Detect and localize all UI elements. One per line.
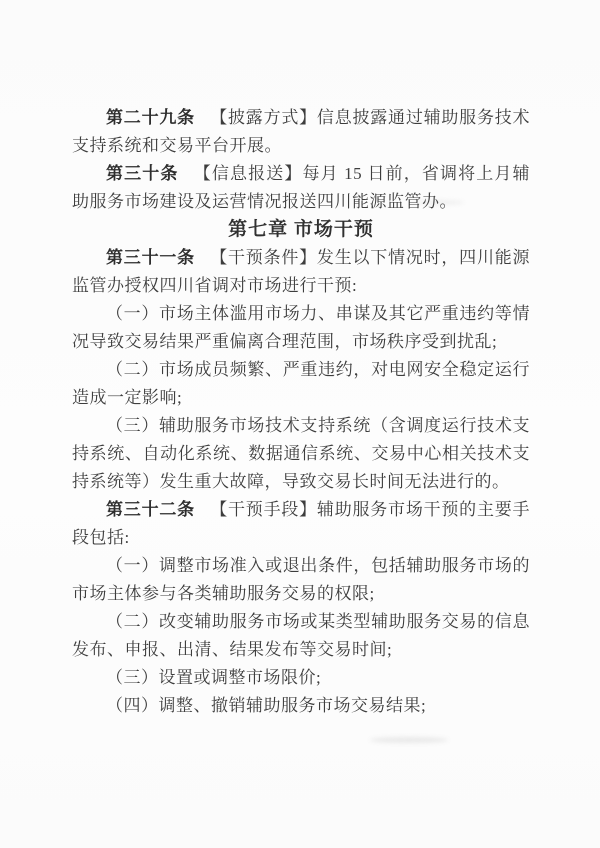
article-number: 第三十二条 bbox=[106, 500, 195, 519]
chapter-heading: 第七章 市场干预 bbox=[228, 219, 374, 240]
item-paragraph: （二）改变辅助服务市场或某类型辅助服务交易的信息发布、申报、出清、结果发布等交易时间; bbox=[72, 612, 530, 659]
article-tag: 【干预条件】 bbox=[210, 248, 317, 267]
document-body bbox=[72, 104, 530, 720]
article-number: 第二十九条 bbox=[106, 108, 195, 127]
article-number: 第三十条 bbox=[106, 164, 179, 183]
article-paragraph bbox=[72, 160, 530, 216]
article-tag: 【干预手段】 bbox=[210, 500, 317, 519]
item-paragraph: （三）设置或调整市场限价; bbox=[106, 668, 322, 687]
article-text: 信息披露通过辅助服务技术支持系统和交易平台开展。 bbox=[72, 108, 531, 155]
item-paragraph: （一）市场主体滥用市场力、串谋及其它严重违约等情况导致交易结果严重偏离合理范围，市场秩序受到扰乱; bbox=[72, 304, 530, 351]
article-tag: 【信息报送】 bbox=[193, 164, 303, 183]
item-paragraph: （一）调整市场准入或退出条件，包括辅助服务市场的市场主体参与各类辅助服务交易的权限; bbox=[72, 556, 530, 603]
item-paragraph: （二）市场成员频繁、严重违约，对电网安全稳定运行造成一定影响; bbox=[72, 360, 530, 407]
article-paragraph bbox=[72, 104, 530, 160]
article-paragraph bbox=[72, 496, 530, 552]
article-text: 发生以下情况时，四川能源监管办授权四川省调对市场进行干预: bbox=[72, 248, 531, 295]
article-paragraph bbox=[72, 244, 530, 300]
article-tag: 【披露方式】 bbox=[210, 108, 317, 127]
article-text: 每月 15 日前，省调将上月辅助服务市场建设及运营情况报送四川能源监管办。 bbox=[72, 164, 531, 211]
item-paragraph: （四）调整、撤销辅助服务市场交易结果; bbox=[106, 696, 427, 715]
item-paragraph: （三）辅助服务市场技术支持系统（含调度运行技术支持系统、自动化系统、数据通信系统、交易中心相关技术支持系统等）发生重大故障，导致交易长时间无法进行的。 bbox=[72, 416, 530, 491]
article-text: 辅助服务市场干预的主要手段包括: bbox=[72, 500, 531, 547]
scan-smudge bbox=[370, 737, 448, 743]
article-number: 第三十一条 bbox=[106, 248, 195, 267]
